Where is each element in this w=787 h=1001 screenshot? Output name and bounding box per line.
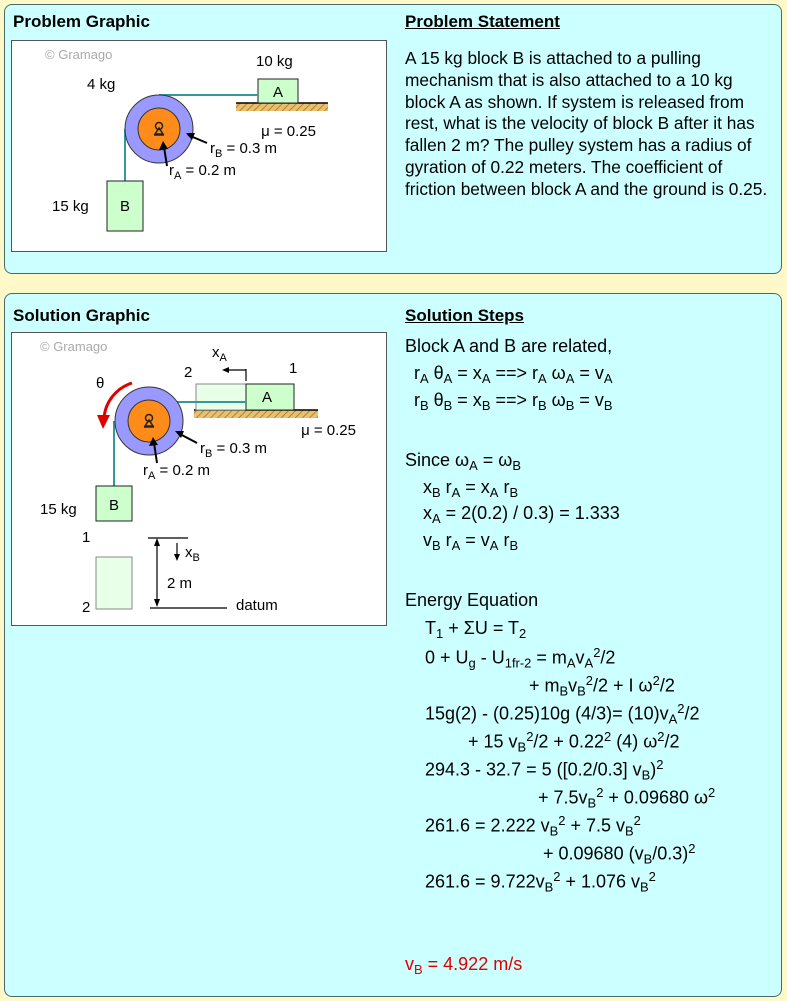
problem-statement-text: A 15 kg block B is attached to a pulling mechanism that is also attached to a 10 kg block A as shown. If system is released from rest, what is the velocity of block B after it has fallen 2 m? The pulley system has a radius of gyration of 0.22 meters. The coefficient of friction between block A and the ground is 0.25.: [405, 48, 768, 199]
rotation-arrowhead: [97, 415, 110, 429]
block-b-label: B: [108, 497, 120, 514]
equation-line: $261.6 = 9.722v_B^2 + 1.076$ $v_B^2$: [425, 869, 656, 895]
solution-figure: [11, 332, 387, 626]
step-related-intro: Block A and B are related,: [405, 336, 613, 356]
block-b-ghost: [96, 557, 132, 609]
final-answer: $v_B = 4.922$ m/s: [405, 954, 523, 978]
equation-line: $r_A$ $\theta_A = x_A$ ==> $r_A$ $\omega_A = v_A$: [414, 363, 613, 387]
theta-label: θ: [96, 375, 105, 392]
equation-line: $x_A = 2(0.2) / 0.3) = 1.333$: [423, 503, 620, 527]
block-a-mass-label: 10 kg: [256, 53, 293, 70]
step-since: Since $\omega_A = \omega_B$: [405, 450, 521, 474]
equation-line: $x_B$ $r_A = x_A$ $r_B$: [423, 477, 519, 501]
problem-statement-heading: Problem Statement: [405, 12, 560, 31]
copyright-text: © Gramago: [40, 339, 108, 354]
position-1-label: 1: [289, 360, 298, 377]
pulley-mass-label: 4 kg: [87, 76, 116, 93]
dimension-arrow-down: [154, 599, 160, 607]
problem-graphic-heading: Problem Graphic: [13, 12, 150, 31]
mu-label: μ = 0.25: [301, 422, 356, 439]
solution-diagram: [12, 333, 388, 627]
problem-diagram: [12, 41, 388, 253]
equation-line: 294.3 - 32.7 = 5 ([0.2/0.3] $v_B)^2$: [425, 757, 664, 783]
step-energy-heading: Energy Equation: [405, 590, 539, 610]
equation-line: $v_B$ $r_A = v_A$ $r_B$: [423, 530, 519, 554]
mu-label: μ = 0.25: [261, 123, 316, 140]
block-b-position-1: 1: [82, 529, 91, 546]
equation-line: + 15 $v_B^2/2 + 0.22^2$ (4) $\omega^2/2$: [468, 729, 680, 755]
rb-label: $r_B = 0.3$ m: [210, 140, 277, 160]
problem-figure: [11, 40, 387, 252]
solution-graphic-heading: Solution Graphic: [13, 306, 150, 325]
rb-label: $r_B = 0.3$ m: [200, 440, 267, 460]
xb-arrowhead: [174, 554, 180, 561]
block-a-ghost: [196, 384, 246, 410]
solution-steps-heading: Solution Steps: [405, 306, 524, 325]
datum-label: datum: [236, 597, 278, 614]
block-b-mass-label: 15 kg: [52, 198, 89, 215]
drop-label: 2 m: [167, 575, 193, 592]
equation-line: 261.6 = 2.222 $v_B^2 + 7.5$ $v_B^2$: [425, 813, 641, 839]
ground: [236, 103, 328, 111]
block-b-label: B: [119, 198, 131, 215]
copyright-text: © Gramago: [45, 47, 113, 62]
xa-arrowhead: [222, 367, 229, 373]
block-a-label: A: [261, 389, 273, 406]
block-a-label: A: [272, 84, 284, 101]
equation-line: 15g(2) - (0.25)10g $(4/3)= (10)v_A^2/2$: [425, 701, 700, 727]
ra-label: $r_A = 0.2$ m: [169, 162, 236, 182]
position-2-label: 2: [184, 364, 193, 381]
ra-label: $r_A = 0.2$ m: [143, 462, 210, 482]
equation-line: + 0.09680 $(v_B/0.3)^2$: [543, 841, 696, 867]
equation-line: $0 + U_g - U_{1fr-2} = m_Av_A^2/2$: [425, 645, 616, 671]
equation-line: $r_B$ $\theta_B = x_B$ ==> $r_B$ $\omega_B = v_B$: [414, 390, 613, 414]
xa-label: $x_A$: [212, 344, 227, 364]
block-b-mass-label: 15 kg: [40, 501, 77, 518]
equation-line: + $7.5v_B^2 + 0.09680$ $\omega^2$: [538, 785, 716, 811]
equation-line: $T_1 + \Sigma U = T_2$: [425, 618, 527, 642]
dimension-arrow-up: [154, 538, 160, 546]
xb-label: $x_B$: [185, 544, 200, 564]
equation-line: + $m_Bv_B^2/2 + I$ $\omega^2/2$: [529, 673, 675, 699]
block-b-position-2: 2: [82, 599, 91, 616]
ground: [194, 410, 318, 418]
